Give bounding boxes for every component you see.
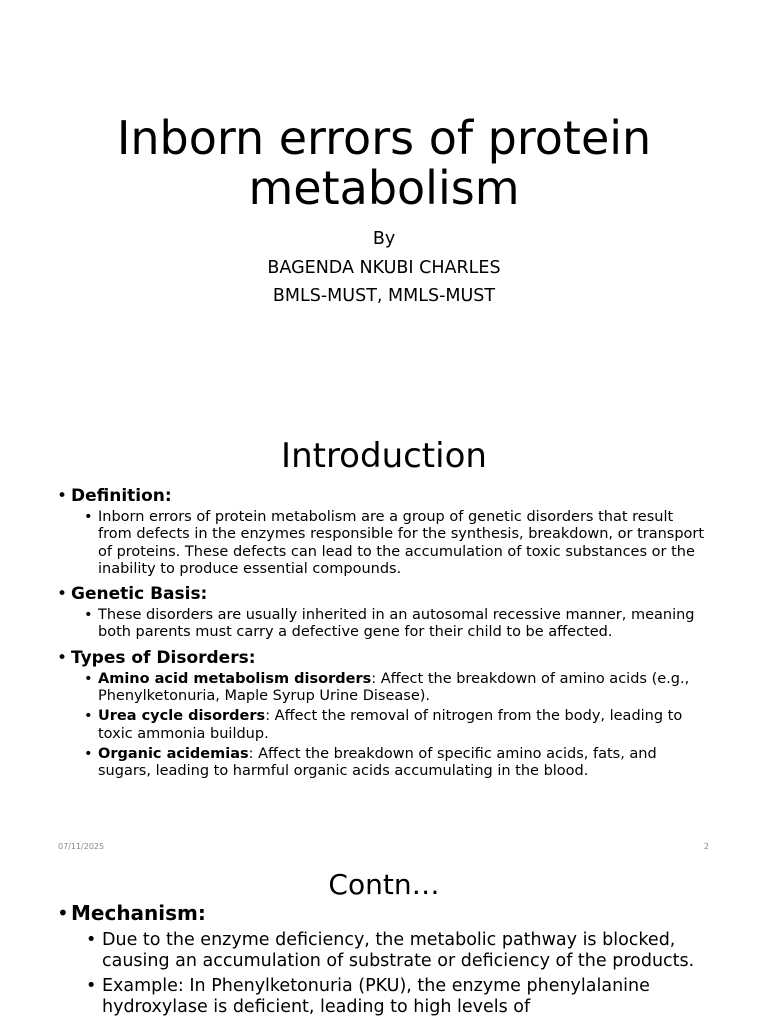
footer-page-number: 2 — [703, 842, 709, 851]
bullet-genetic-heading: • Genetic Basis: — [57, 584, 707, 604]
list-item — [98, 708, 707, 743]
disorder-description: : Affect the removal of nitrogen from the body, leading to toxic ammonia buildup. — [98, 708, 683, 742]
slide-content — [57, 901, 707, 1017]
list-item — [98, 746, 707, 781]
contn-slide — [0, 864, 768, 1024]
bullet-mechanism-heading: • Mechanism: — [57, 901, 707, 925]
list-item: • Due to the enzyme deficiency, the metabolic pathway is blocked, causing an accumulation of substrate or deficiency of the products. — [102, 930, 707, 971]
disorder-description: : Affect the breakdown of specific amino acids, fats, and sugars, leading to harmful organic acids accumulating in the blood. — [98, 745, 657, 780]
footer-date: 07/11/2025 — [58, 842, 105, 851]
slide-title: Contn… — [328, 868, 440, 901]
bullet-genetic-text: • These disorders are usually inherited in an autosomal recessive manner, meaning both parents must carry a defective gene for their child to be affected. — [98, 607, 707, 642]
by-label: By — [372, 229, 396, 249]
author-credentials: BMLS-MUST, MMLS-MUST — [272, 286, 496, 306]
bullet-types-heading: • Types of Disorders: — [57, 648, 707, 668]
list-item — [98, 671, 707, 706]
disorder-description: : Affect the breakdown of amino acids (e.g., Phenylketonuria, Maple Syrup Urine Disease). — [98, 670, 690, 705]
author-name: BAGENDA NKUBI CHARLES — [267, 258, 501, 278]
slide-title: Introduction — [281, 436, 487, 476]
title-slide — [0, 0, 768, 432]
list-item: • Example: In Phenylketonuria (PKU), the enzyme phenylalanine hydroxylase is deficient, leading to high levels of — [102, 976, 707, 1017]
bullet-definition-heading: • Definition: — [57, 486, 707, 506]
disorder-term: Amino acid metabolism disorders — [98, 670, 372, 687]
slide-content — [57, 482, 707, 781]
bullet-definition-text: • Inborn errors of protein metabolism are a group of genetic disorders that result from defects in the enzymes responsible for the synthesis, breakdown, or transport of proteins. These defects can lead to the accumulation of toxic substances or the inability to produce essential compounds. — [98, 509, 707, 578]
disorder-term: Organic acidemias — [98, 745, 249, 762]
presentation-title: Inborn errors of protein metabolism — [116, 111, 652, 215]
introduction-slide — [0, 432, 768, 864]
disorder-term: Urea cycle disorders — [98, 708, 266, 725]
